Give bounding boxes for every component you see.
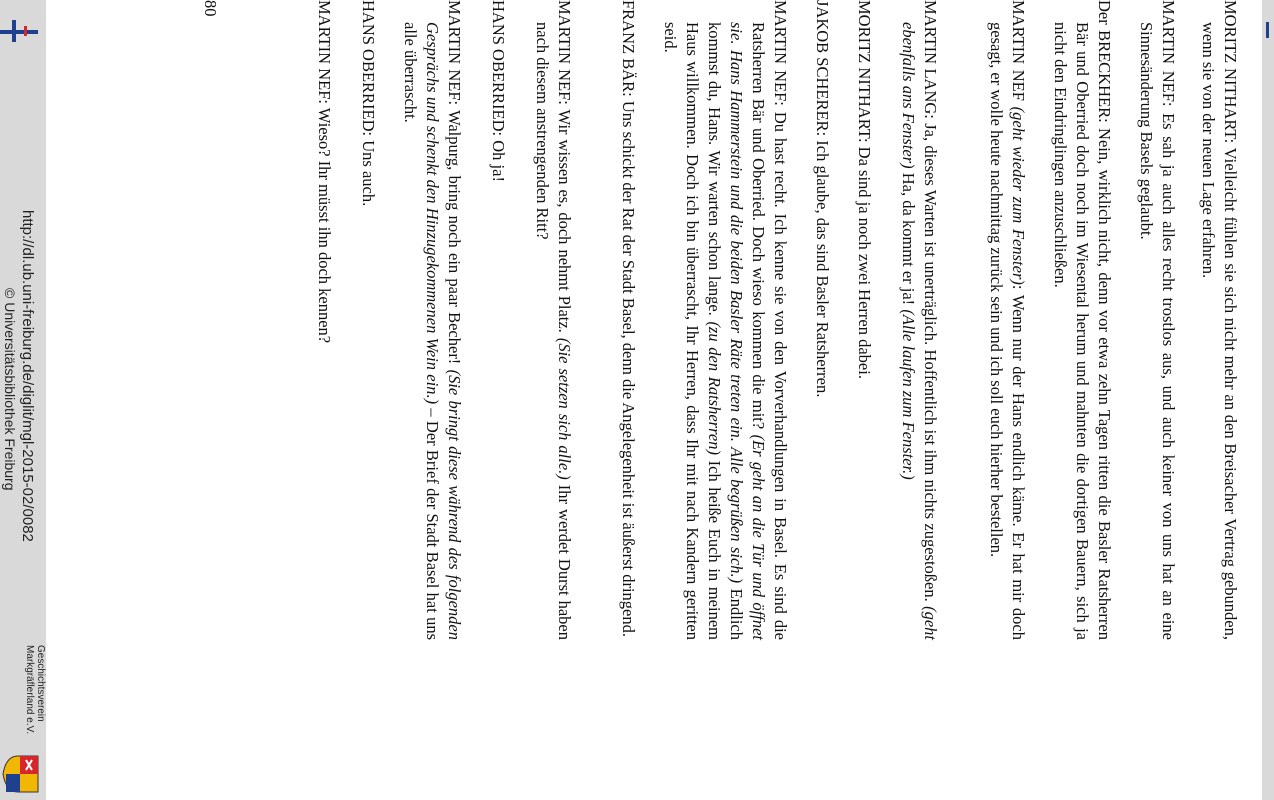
dialogue-paragraph: HANS OBERRIED: Oh ja! [489,0,508,182]
dialogue-paragraph: MARTIN LANG: Ja, dieses Warten ist unerträglich. Hoffentlich ist ihm nichts zugestoßen. (geht ebenfalls ans Fenster) Ha, da kommt er ja! (Alle laufen zum Fenster.) [899,0,940,640]
dialogue-paragraph: MORITZ NITHART: Da sind ja noch zwei Herren dabei. [855,0,874,379]
color-calibration-icon [1264,22,1274,47]
page-number: 80 [201,0,220,17]
dialogue-paragraph: Der BRECKHER: Nein, wirklich nicht, denn vor etwa zehn Tagen ritten die Basler Ratsherren Bär und Oberried doch noch im Wiesental herum und mahnten die dortigen Bauern, sich ja nicht den Eindringlingen anzuschließen. [1051,0,1114,640]
dialogue-paragraph: MORITZ NITHART: Vielleicht fühlen sie sich nicht mehr an den Breisacher Vertrag gebunden, wenn sie von der neuen Lage erfahren. [1199,0,1240,640]
society-name-line2: Markgräflerland e.V. [24,645,35,735]
dialogue-paragraph: MARTIN NEF (geht wieder zum Fenster): Wenn nur der Hans endlich käme. Er hat mir doch gesagt, er wolle heute nachmittag zurück sein und ich soll euch hierher bestellen. [987,0,1028,641]
footer [0,0,46,800]
footer-url[interactable]: http://dl.ub.uni-freiburg.de/diglit/mgl-2015-02/0082 [19,210,36,542]
dialogue-paragraph: MARTIN NEF: Wieso? Ihr müsst ihn doch kennen? [315,0,334,344]
society-name [24,645,46,755]
dialogue-paragraph: MARTIN NEF: Walpurg, bring noch ein paar Becher! (Sie bringt diese während des folgenden Gesprächs und schenkt den Hinzugekommenen Wein ein.) – Der Brief der Stadt Basel hat uns alle überrascht. [401,0,464,640]
dialogue-paragraph: MARTIN NEF: Wir wissen es, doch nehmt Platz. (Sie setzen sich alle.) Ihr werdet Durst haben nach diesem anstrengenden Ritt? [533,0,574,641]
society-name-line1: Geschichtsverein [35,645,46,722]
dialogue-paragraph: HANS OBERRIED: Uns auch. [359,0,378,207]
document-page [46,0,1262,800]
footer-copyright: © Universitätsbibliothek Freiburg [2,288,18,491]
dialogue-paragraph: MARTIN NEF: Du hast recht. Ich kenne sie von den Vorverhandlungen in Basel. Es sind die Ratsherren Bär und Oberried. Doch wieso kommen die mit? (Er geht an die Tür und öffnet sie. Hans Hammerstein und die beiden Basler Räte treten ein. Alle begrüßen sich.) Endlich kommst du, Hans. Wir warten schon lange. (zu den Ratsherren) Ich heiße Euch in meinem Haus willkommen. Doch ich bin überrascht, Ihr Herren, dass Ihr mit nach Kandern geritten seid. [661,0,790,641]
right-margin [1262,0,1274,800]
rotated-text-block [181,0,1241,640]
dialogue-paragraph: MARTIN NEF: Es sah ja auch alles recht trostlos aus, und auch keiner von uns hat an eine Sinnesänderung Basels geglaubt. [1137,0,1178,640]
dialogue-paragraph: JAKOB SCHERER: Ich glaube, das sind Basler Ratsherren. [813,0,832,398]
coat-of-arms-icon [2,752,40,796]
dialogue-paragraph: FRANZ BÄR: Uns schickt der Rat der Stadt Basel, denn die Angelegenheit ist äußerst dringend. [619,0,638,637]
